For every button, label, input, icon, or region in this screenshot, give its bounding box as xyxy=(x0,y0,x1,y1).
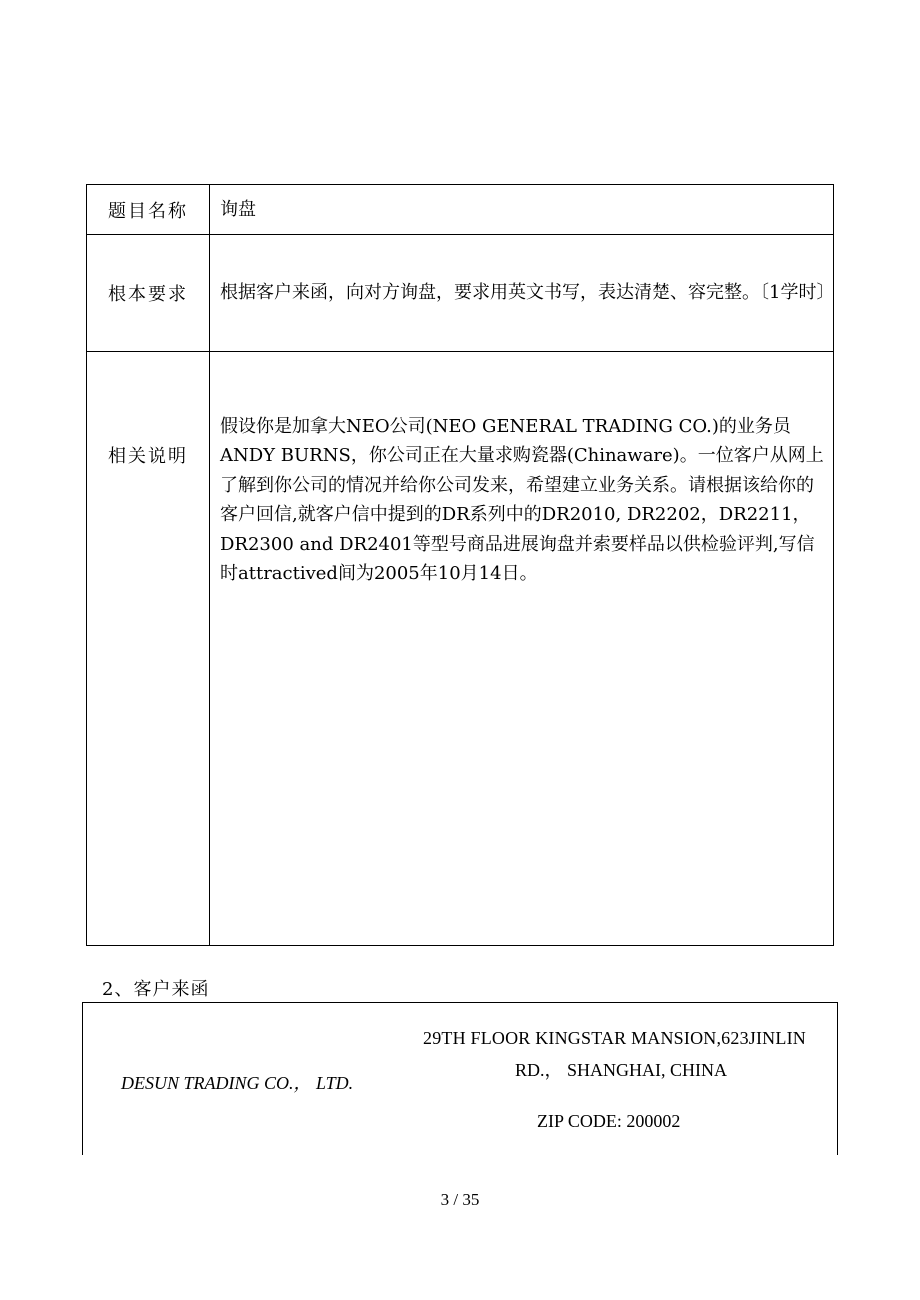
address-line-2: RD.， SHANGHAI, CHINA xyxy=(515,1060,728,1080)
row-label-description: 相关说明 xyxy=(87,351,210,945)
address-line-1: 29TH FLOOR KINGSTAR MANSION,623JINLIN xyxy=(423,1028,806,1048)
company-name: DESUN TRADING CO.， LTD. xyxy=(121,1073,354,1093)
table-row xyxy=(87,235,834,351)
section-heading: 2、客户来函 xyxy=(102,979,210,1000)
row-content-title: 询盘 xyxy=(210,185,834,235)
zip-code: ZIP CODE: 200002 xyxy=(537,1111,681,1131)
row-label-title: 题目名称 xyxy=(87,185,210,235)
row-label-requirements: 根本要求 xyxy=(87,235,210,351)
row-content-requirements: 根据客户来函，向对方询盘，要求用英文书写，表达清楚、容完整。〔1学时〕 xyxy=(210,235,834,351)
client-letter xyxy=(82,1002,838,1155)
page-number: 3 / 35 xyxy=(440,1190,480,1209)
assignment-table xyxy=(86,184,834,946)
table-row xyxy=(87,185,834,235)
table-row xyxy=(87,351,834,945)
row-content-description: 假设你是加拿大NEO公司(NEO GENERAL TRADING CO.)的业务员ANDY BURNS，你公司正在大量求购瓷器(Chinaware)。一位客户从网上了解到你公司的情况并给你公司发来，希望建立业务关系。请根据该给你的客户回信,就客户信中提到的DR系列中的DR2010, DR2202，DR2211，DR2300 and DR2401等型号商品进展询盘并索要样品以供检验评判,写信时attractived间为2005年10月14日。 xyxy=(210,351,834,945)
